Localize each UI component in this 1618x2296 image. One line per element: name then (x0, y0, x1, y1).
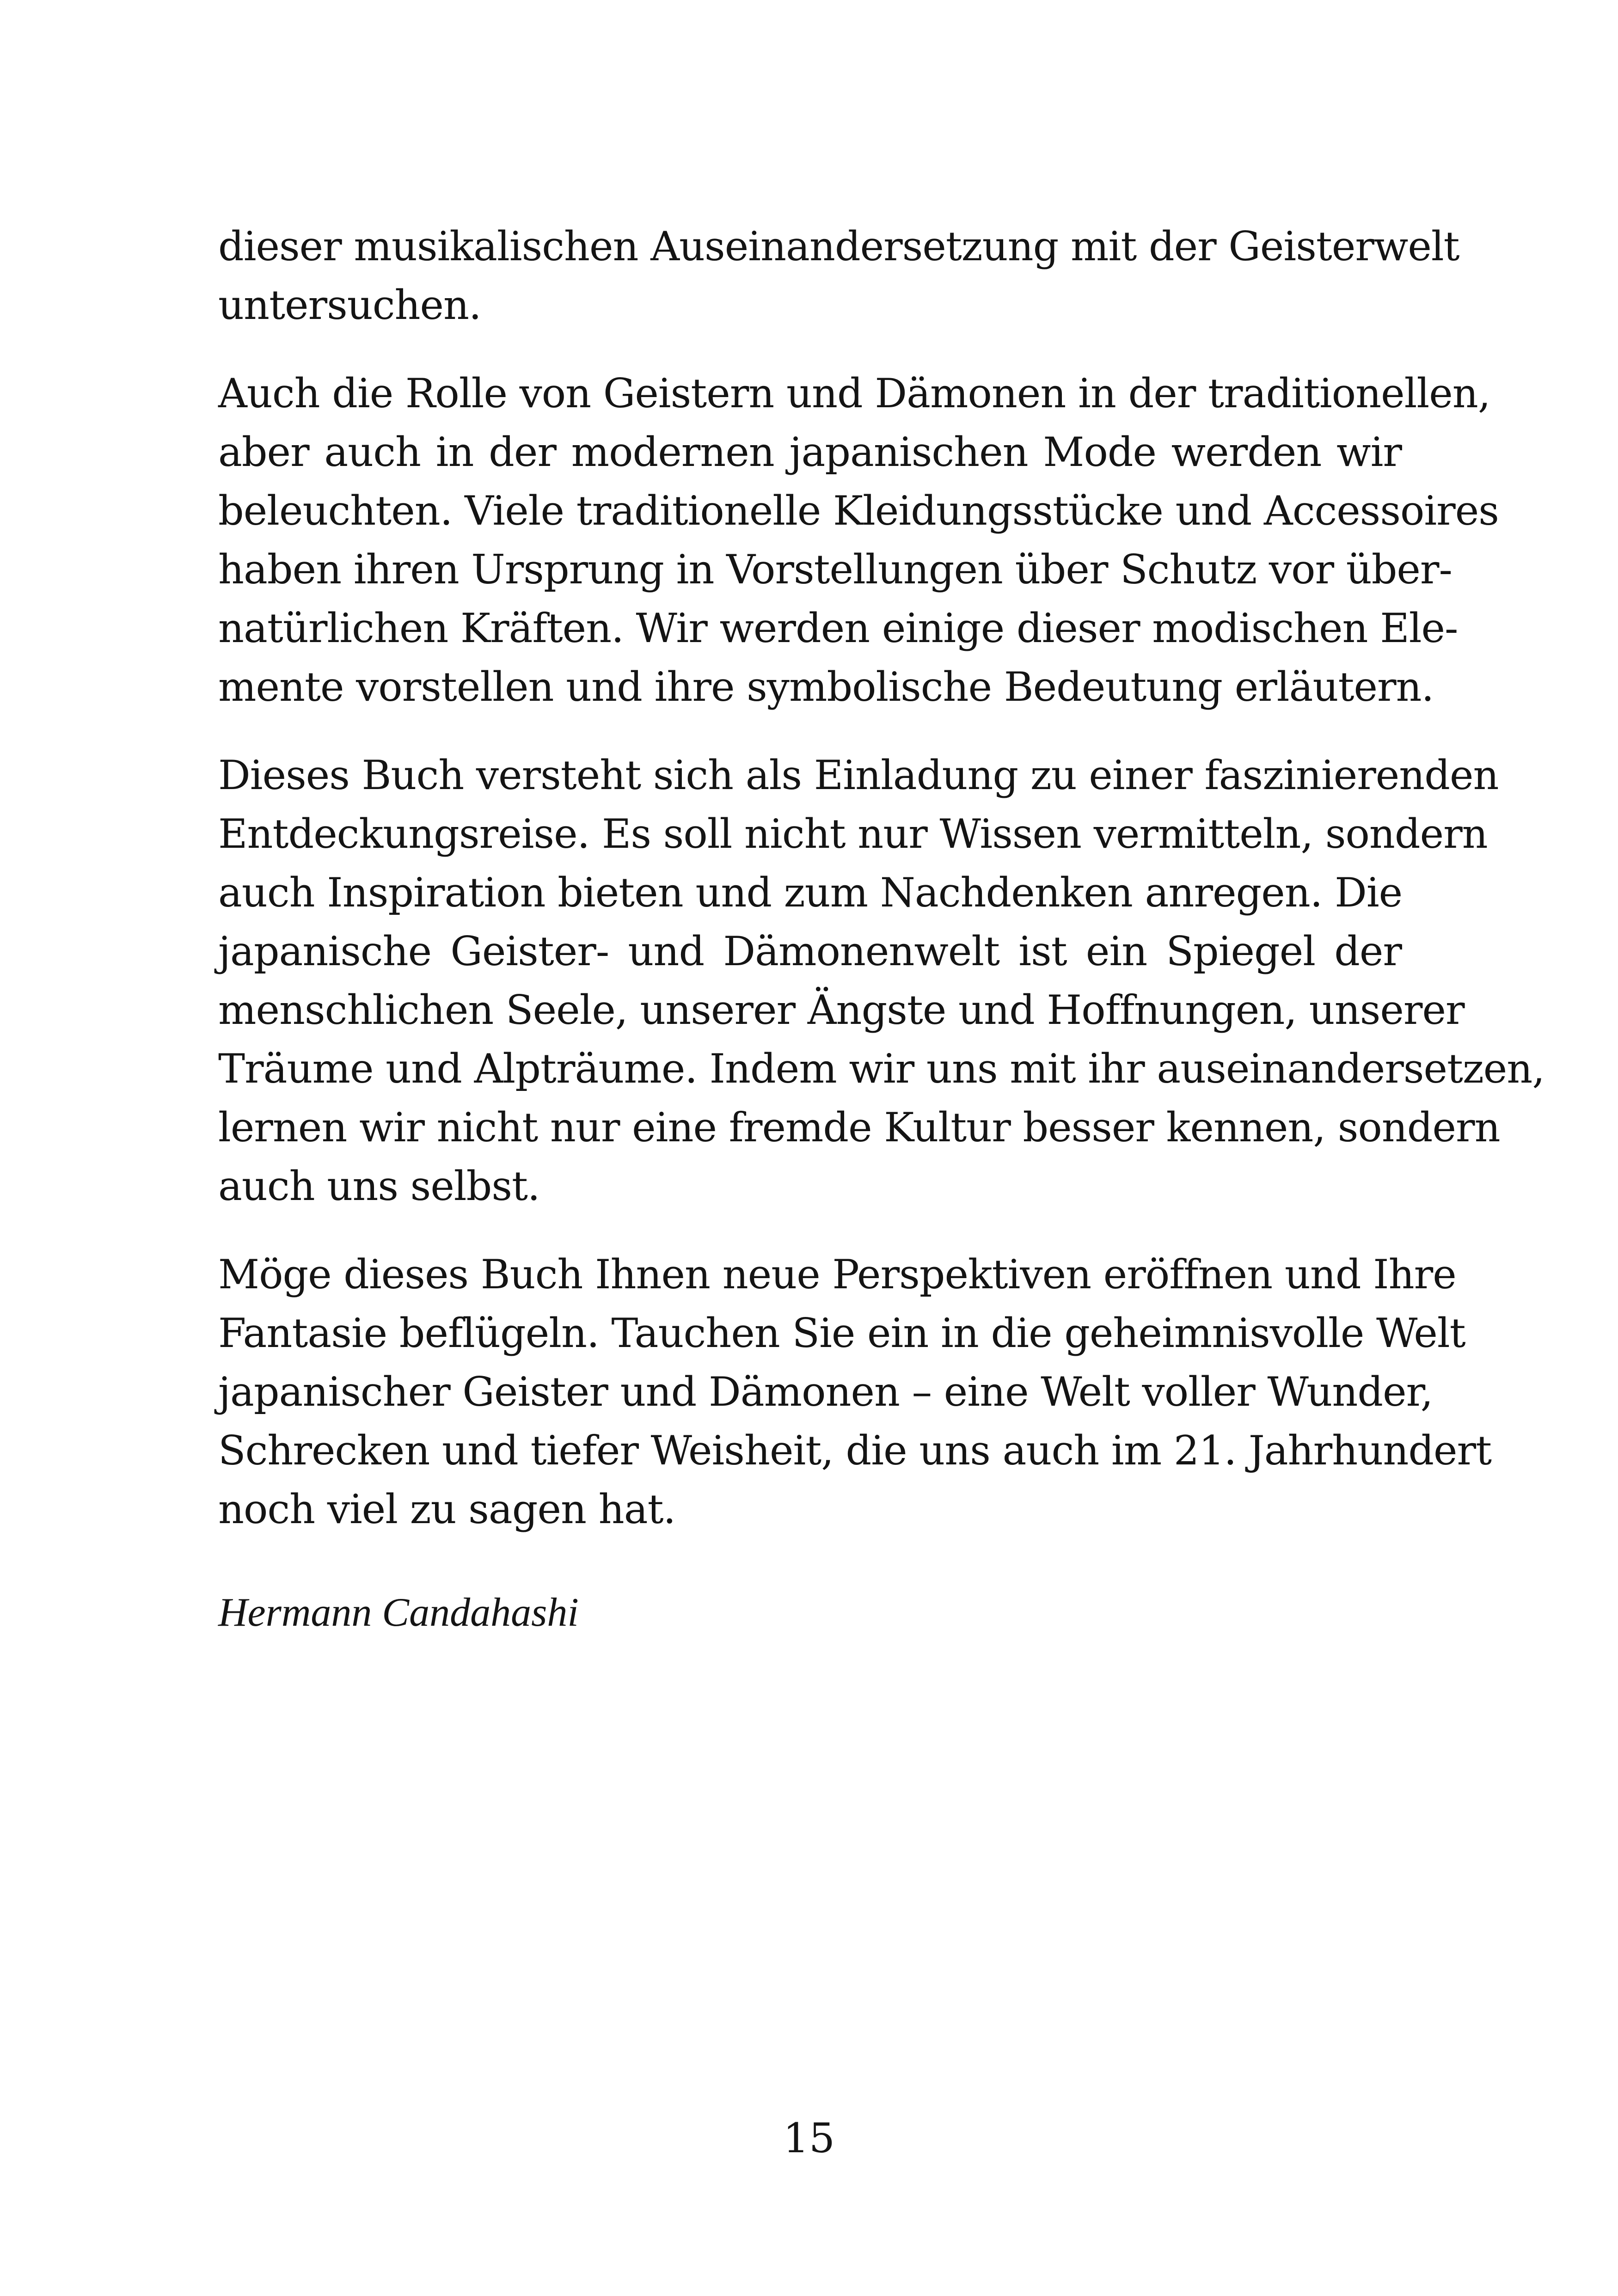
paragraph (218, 1245, 1492, 1539)
text-line: haben ihren Ursprung in Vorstellungen über Schutz vor über- (218, 546, 1452, 593)
text-line: japanischer Geister und Dämonen – eine Welt voller Wunder, (218, 1368, 1433, 1415)
text-line: beleuchten. Viele traditionelle Kleidungsstücke und Accessoires (218, 487, 1499, 534)
text-line: untersuchen. (218, 282, 481, 329)
text-line: auch uns selbst. (218, 1163, 540, 1210)
author-signature: Hermann Candahashi (218, 1590, 579, 1635)
page-number: 15 (783, 2114, 835, 2162)
text-line: japanische Geister- und Dämonenwelt ist ein Spiegel der (218, 928, 1402, 975)
text-line: Schrecken und tiefer Weisheit, die uns auch im 21. Jahrhundert (218, 1427, 1492, 1474)
text-line: menschlichen Seele, unserer Ängste und Hoffnungen, unserer (218, 986, 1465, 1034)
text-line: Dieses Buch versteht sich als Einladung zu einer faszinierenden (218, 752, 1499, 799)
text-line: Möge dieses Buch Ihnen neue Perspektiven eröffnen und Ihre (218, 1251, 1456, 1298)
text-line: Entdeckungsreise. Es soll nicht nur Wissen vermitteln, sondern (218, 810, 1488, 857)
text-line: Auch die Rolle von Geistern und Dämonen in der traditionellen, (218, 370, 1490, 417)
paragraph (218, 746, 1544, 1216)
paragraph (218, 217, 1459, 335)
text-line: Träume und Alpträume. Indem wir uns mit ihr auseinandersetzen, (218, 1045, 1544, 1092)
text-line: aber auch in der modernen japanischen Mode werden wir (218, 429, 1402, 476)
text-line: Fantasie beflügeln. Tauchen Sie ein in die geheimnisvolle Welt (218, 1310, 1465, 1357)
text-line: mente vorstellen und ihre symbolische Bedeutung erläutern. (218, 663, 1434, 710)
text-line: dieser musikalischen Auseinandersetzung mit der Geisterwelt (218, 223, 1459, 270)
text-line: lernen wir nicht nur eine fremde Kultur besser kennen, sondern (218, 1104, 1500, 1151)
body-text (218, 217, 1544, 1568)
text-line: noch viel zu sagen hat. (218, 1486, 676, 1533)
paragraph (218, 364, 1499, 716)
text-line: natürlichen Kräften. Wir werden einige dieser modischen Ele- (218, 605, 1458, 652)
text-line: auch Inspiration bieten und zum Nachdenken anregen. Die (218, 869, 1403, 916)
